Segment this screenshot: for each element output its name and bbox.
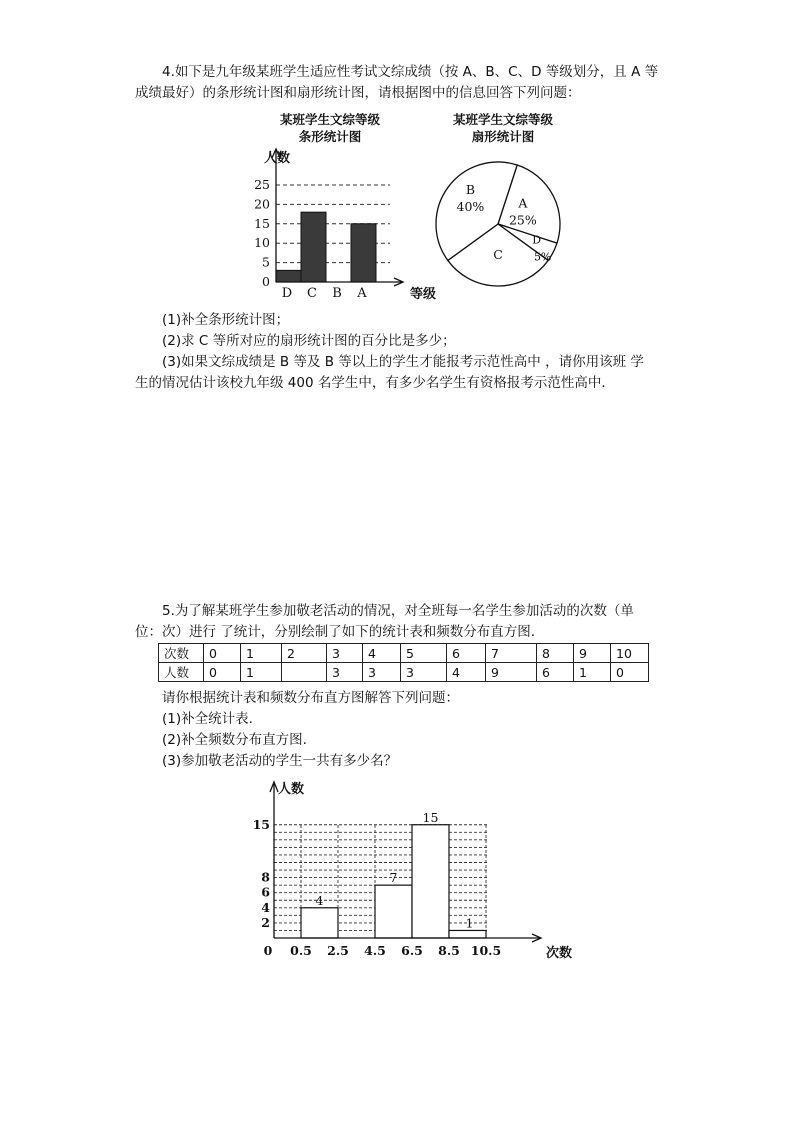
table-cell: 4 bbox=[447, 663, 486, 682]
histogram-bar bbox=[412, 825, 449, 938]
table-cell: 6 bbox=[447, 644, 486, 663]
table-cell: 5 bbox=[401, 644, 447, 663]
histogram-ytick: 15 bbox=[252, 816, 270, 832]
q5-stem-line1: 5.为了解某班学生参加敬老活动的情况，对全班每一名学生参加活动的次数（单 bbox=[162, 603, 634, 619]
pie-chart-title: 某班学生文综等级 bbox=[452, 112, 554, 127]
pie-label-D: D bbox=[532, 233, 542, 247]
bar-chart-ytick: 10 bbox=[254, 235, 270, 251]
q5-item1: (1)补全统计表. bbox=[162, 711, 253, 727]
q4-item2: (2)求 C 等所对应的扇形统计图的百分比是多少； bbox=[162, 333, 456, 349]
pie-chart-subtitle: 扇形统计图 bbox=[471, 129, 535, 144]
table-cell: 次数 bbox=[159, 644, 204, 663]
pie-label-C: C bbox=[493, 247, 503, 262]
histogram-xtick: 2.5 bbox=[327, 943, 349, 958]
table-cell: 1 bbox=[241, 644, 282, 663]
histogram-ytick: 8 bbox=[261, 869, 270, 885]
bar-chart-ytick: 20 bbox=[254, 196, 270, 212]
table-cell: 3 bbox=[327, 663, 363, 682]
histogram-ytick: 6 bbox=[261, 884, 270, 900]
bar-chart-xtick: C bbox=[307, 286, 317, 301]
bar-chart-xtick: B bbox=[332, 286, 342, 301]
bar-chart-xtick: D bbox=[281, 286, 293, 301]
table-cell: 3 bbox=[401, 663, 447, 682]
bar-chart-ytick: 5 bbox=[262, 254, 270, 270]
q4-stem-line1: 4.如下是九年级某班学生适应性考试文综成绩（按 A、B、C、D 等级划分，且 A 等 bbox=[162, 64, 659, 80]
pie-percent-B: 40% bbox=[456, 198, 485, 214]
table-cell: 1 bbox=[574, 663, 611, 682]
table-cell: 6 bbox=[537, 663, 574, 682]
table-cell: 9 bbox=[574, 644, 611, 663]
histogram-bar-label: 15 bbox=[422, 809, 439, 825]
bar-chart-xlabel: 等级 bbox=[410, 287, 437, 302]
bar-chart-ytick: 0 bbox=[262, 274, 270, 289]
histogram-xtick: 8.5 bbox=[438, 943, 460, 958]
histogram-bar bbox=[449, 930, 486, 938]
table-cell: 9 bbox=[486, 663, 537, 682]
table-cell: 0 bbox=[204, 663, 241, 682]
q5-item2: (2)补全频数分布直方图. bbox=[162, 732, 307, 748]
histogram-ytick: 2 bbox=[261, 914, 270, 930]
histogram-xtick: 4.5 bbox=[364, 943, 386, 958]
histogram-ytick: 4 bbox=[261, 899, 270, 915]
q4-item3-line2: 生的情况估计该校九年级 400 名学生中，有多少名学生有资格报考示范性高中． bbox=[135, 375, 615, 391]
q5-item3: (3)参加敬老活动的学生一共有多少名？ bbox=[162, 753, 398, 769]
q4-item1: (1)补全条形统计图； bbox=[162, 312, 290, 328]
q4-item3-line1: (3)如果文综成绩是 B 等及 B 等以上的学生才能报考示范性高中 ，请你用该班 学 bbox=[162, 354, 644, 370]
table-cell: 人数 bbox=[159, 663, 204, 682]
histogram-ylabel: 人数 bbox=[278, 782, 305, 797]
table-cell: 4 bbox=[363, 644, 401, 663]
table-cell: 3 bbox=[363, 663, 401, 682]
table-cell: 0 bbox=[611, 663, 649, 682]
pie-percent-A: 25% bbox=[508, 212, 537, 228]
table-cell: 3 bbox=[327, 644, 363, 663]
bar-chart-xtick: A bbox=[357, 286, 367, 301]
table-cell: 8 bbox=[537, 644, 574, 663]
bar-chart-ytick: 15 bbox=[254, 215, 270, 231]
q5-prompt: 请你根据统计表和频数分布直方图解答下列问题： bbox=[162, 690, 459, 706]
table-cell: 7 bbox=[486, 644, 537, 663]
histogram-xtick: 6.5 bbox=[401, 943, 423, 958]
histogram-bar-label: 1 bbox=[465, 915, 474, 931]
q4-stem-line2: 成绩最好）的条形统计图和扇形统计图，请根据图中的信息回答下列问题： bbox=[135, 85, 581, 101]
bar-chart-ylabel: 人数 bbox=[264, 151, 291, 166]
bar-chart-ytick: 25 bbox=[254, 177, 270, 192]
histogram-bar-label: 4 bbox=[315, 892, 324, 908]
pie-label-B: B bbox=[465, 181, 476, 197]
table-cell: 10 bbox=[611, 644, 649, 663]
histogram-xtick: 10.5 bbox=[470, 943, 502, 958]
histogram-bar-label: 7 bbox=[389, 870, 398, 886]
histogram-bar bbox=[301, 908, 338, 938]
table-cell: 1 bbox=[241, 663, 282, 682]
histogram-xtick: 0 bbox=[263, 943, 273, 958]
bar-chart-title: 某班学生文综等级 bbox=[279, 112, 381, 127]
table-cell: 0 bbox=[204, 644, 241, 663]
pie-percent-D: 5% bbox=[533, 250, 552, 264]
histogram-xlabel: 次数 bbox=[546, 946, 573, 961]
pie-label-A: A bbox=[518, 195, 528, 211]
bar-chart-subtitle: 条形统计图 bbox=[298, 129, 362, 144]
table-cell: 2 bbox=[282, 644, 327, 663]
histogram-xtick: 0.5 bbox=[290, 943, 312, 958]
histogram-bar bbox=[375, 885, 412, 938]
q5-stem-line2: 位：次）进行 了统计，分别绘制了如下的统计表和频数分布直方图. bbox=[135, 624, 536, 640]
